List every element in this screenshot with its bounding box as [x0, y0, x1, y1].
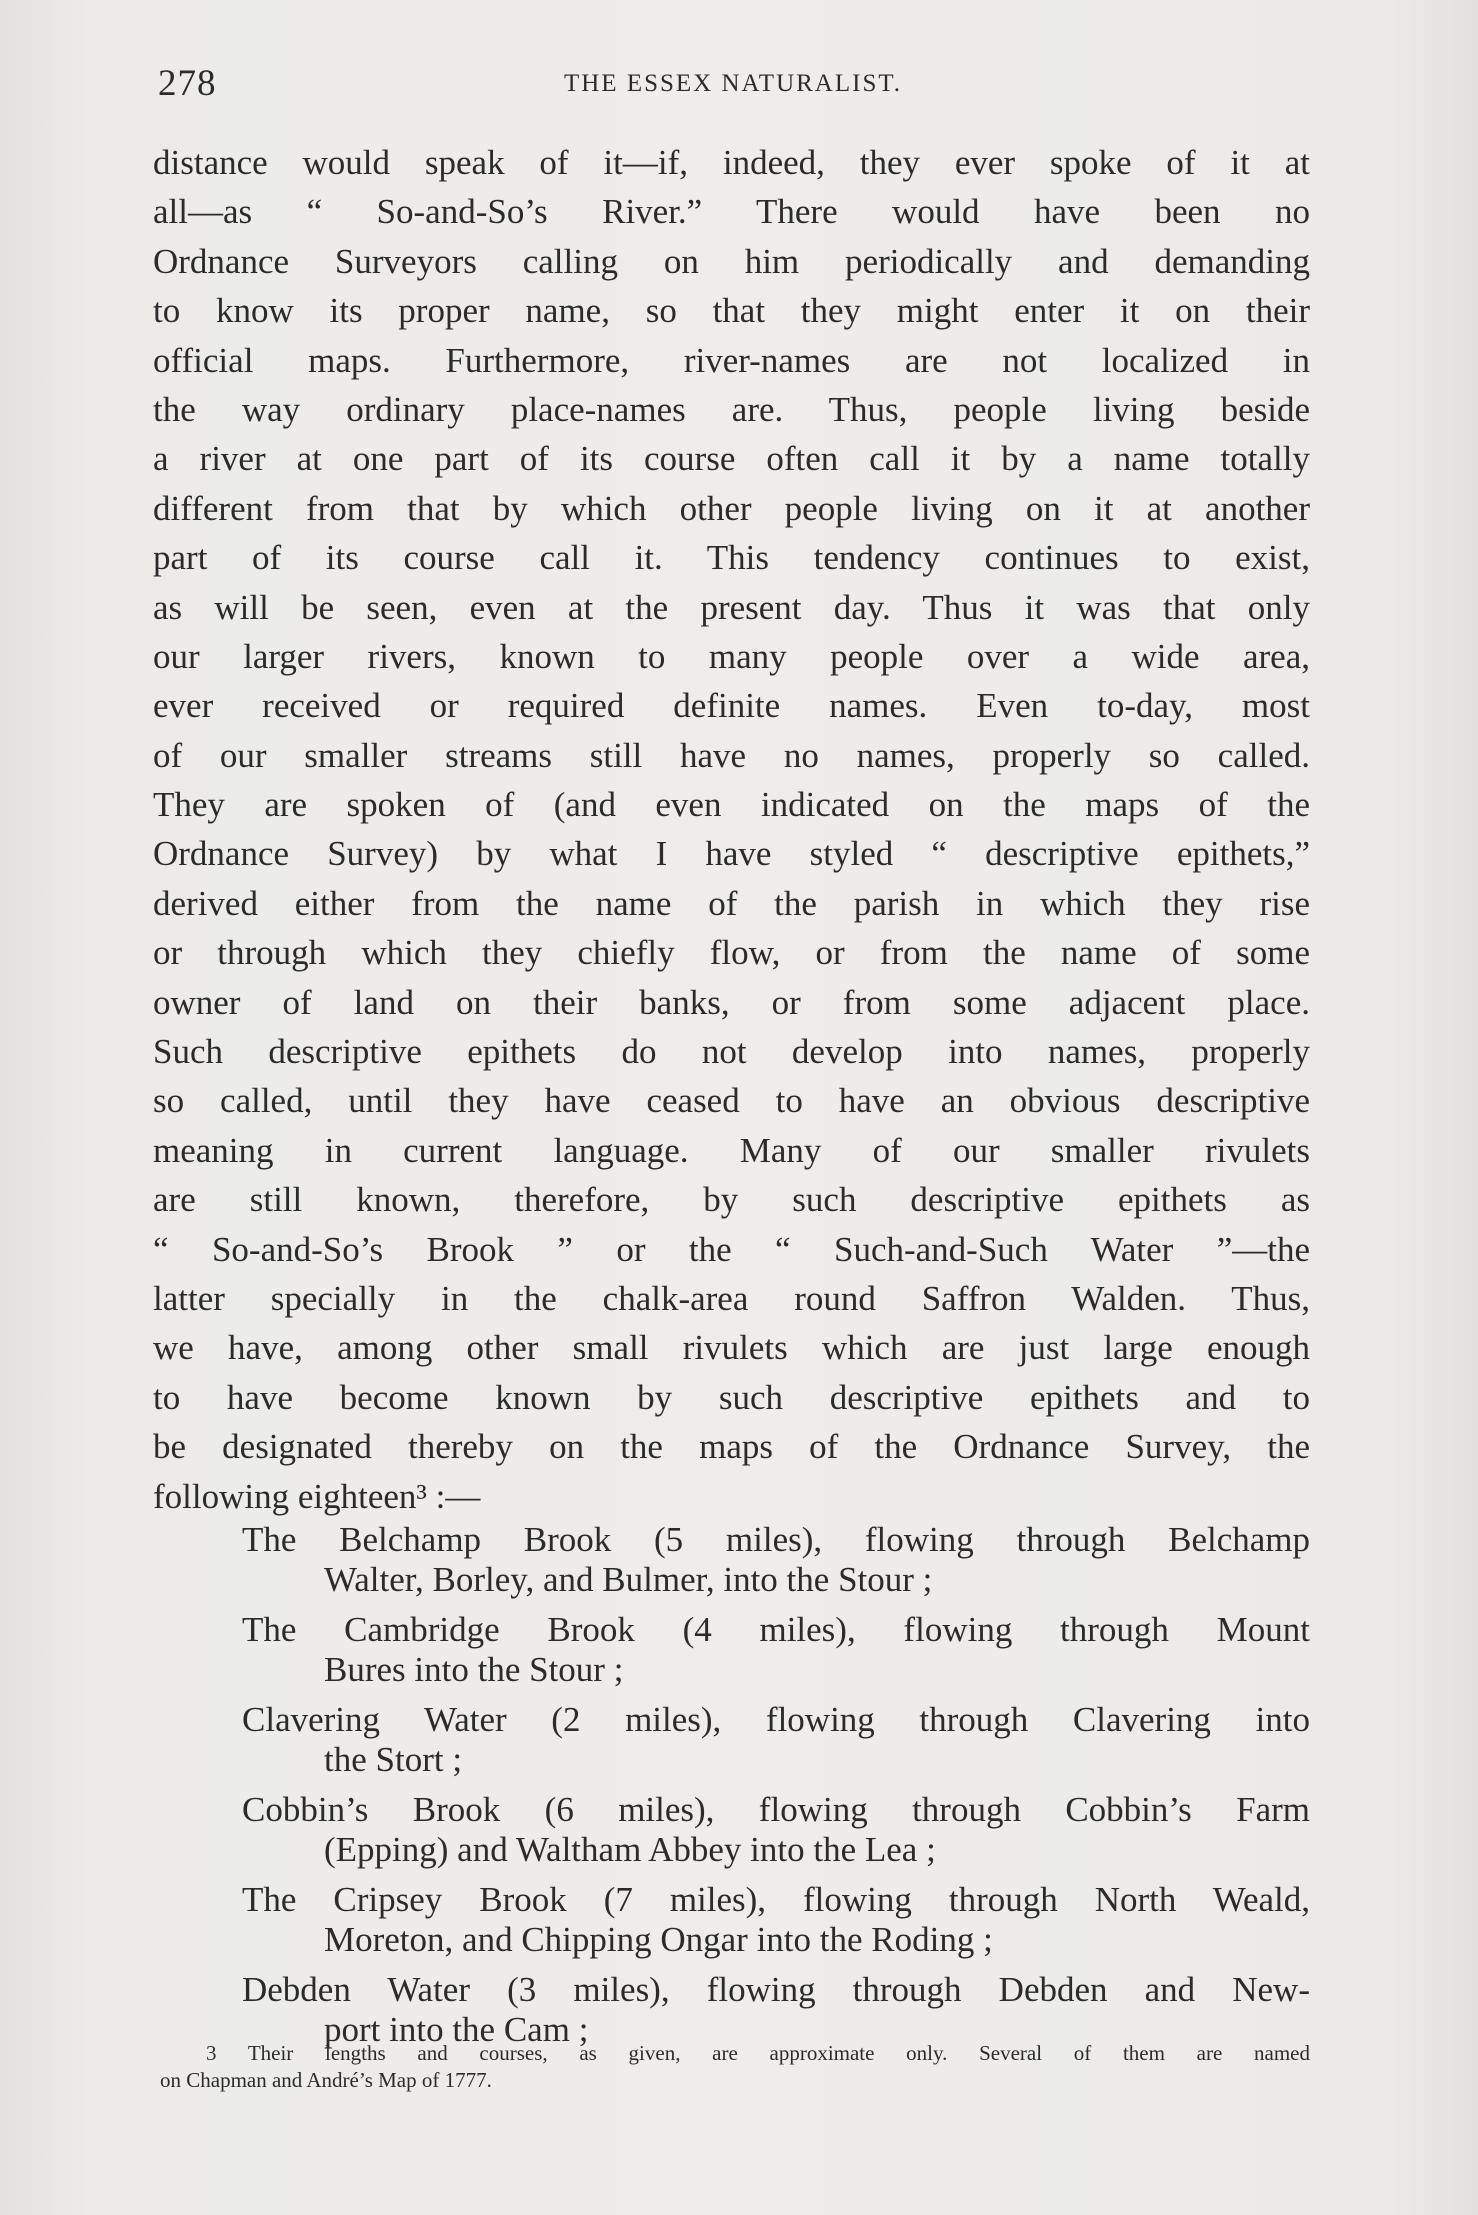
text-line: Ordnance Surveyors calling on him periodically and demanding [153, 241, 1310, 281]
text-line: of our smaller streams still have no names, properly so called. [153, 735, 1310, 775]
text-line: They are spoken of (and even indicated on the maps of the [153, 785, 1310, 825]
text-line: latter specially in the chalk-area round Saffron Walden. Thus, [153, 1278, 1310, 1318]
journal-title: THE ESSEX NATURALIST. [563, 70, 903, 97]
list-item-line: Debden Water (3 miles), flowing through Debden and New- [242, 1970, 1310, 2009]
list-item-line: Cobbin’s Brook (6 miles), flowing through Cobbin’s Farm [242, 1790, 1310, 1829]
list-item [242, 1520, 1310, 1600]
text-line: as will be seen, even at the present day. Thus it was that only [153, 587, 1310, 627]
text-line: be designated thereby on the maps of the Ordnance Survey, the [153, 1427, 1310, 1467]
text-line: or through which they chiefly flow, or from the name of some [153, 933, 1310, 973]
text-line: distance would speak of it—if, indeed, they ever spoke of it at [153, 143, 1310, 182]
text-line: our larger rivers, known to many people over a wide area, [153, 636, 1310, 676]
text-line: so called, until they have ceased to have an obvious descriptive [153, 1081, 1310, 1121]
text-line: meaning in current language. Many of our smaller rivulets [153, 1130, 1310, 1170]
list-item-line: Walter, Borley, and Bulmer, into the Stour ; [324, 1560, 933, 1599]
list-item-line: The Belchamp Brook (5 miles), flowing through Belchamp [242, 1520, 1310, 1559]
text-line: we have, among other small rivulets which are just large enough [153, 1328, 1310, 1368]
list-item-line: Moreton, and Chipping Ongar into the Roding ; [324, 1920, 993, 1959]
text-line: the way ordinary place-names are. Thus, people living beside [153, 389, 1310, 429]
text-line: part of its course call it. This tendency continues to exist, [153, 538, 1310, 578]
list-item-line: the Stort ; [324, 1740, 463, 1779]
text-line: are still known, therefore, by such descriptive epithets as [153, 1180, 1310, 1220]
list-item-line: (Epping) and Waltham Abbey into the Lea ; [324, 1830, 936, 1869]
list-item [242, 1880, 1310, 1960]
list-item [242, 1970, 1310, 2050]
text-line: ever received or required definite names. Even to-day, most [153, 686, 1310, 726]
text-line: different from that by which other people living on it at another [153, 488, 1310, 528]
list-item [242, 1610, 1310, 1690]
footnote [160, 2040, 1310, 2094]
body-paragraph [153, 138, 1310, 1521]
list-item-line: Bures into the Stour ; [324, 1650, 624, 1689]
text-line: to have become known by such descriptive epithets and to [153, 1377, 1310, 1417]
running-head [158, 62, 1308, 112]
text-line: a river at one part of its course often call it by a name totally [153, 439, 1310, 479]
text-line: official maps. Furthermore, river-names are not localized in [153, 340, 1310, 380]
footnote-line: 3 Their lengths and courses, as given, are approximate only. Several of them are named [206, 2041, 1310, 2065]
text-line: owner of land on their banks, or from some adjacent place. [153, 982, 1310, 1022]
text-line: “ So-and-So’s Brook ” or the “ Such-and-Such Water ”—the [153, 1229, 1310, 1269]
list-item [242, 1700, 1310, 1780]
footnote-line: on Chapman and André’s Map of 1777. [160, 2068, 492, 2092]
list-item-line: Clavering Water (2 miles), flowing through Clavering into [242, 1700, 1310, 1739]
text-line: Such descriptive epithets do not develop into names, properly [153, 1032, 1310, 1072]
list-item-line: port into the Cam ; [324, 2010, 589, 2049]
text-line: Ordnance Survey) by what I have styled “ descriptive epithets,” [153, 834, 1310, 874]
text-line: following eighteen³ :— [153, 1476, 481, 1516]
text-line: all—as “ So-and-So’s River.” There would have been no [153, 192, 1310, 232]
list-item-line: The Cripsey Brook (7 miles), flowing through North Weald, [242, 1880, 1310, 1919]
page-number: 278 [158, 63, 217, 104]
list-item [242, 1790, 1310, 1870]
rivulet-list [242, 1520, 1310, 2060]
text-line: derived either from the name of the parish in which they rise [153, 883, 1310, 923]
text-line: to know its proper name, so that they might enter it on their [153, 291, 1310, 331]
list-item-line: The Cambridge Brook (4 miles), flowing through Mount [242, 1610, 1310, 1649]
